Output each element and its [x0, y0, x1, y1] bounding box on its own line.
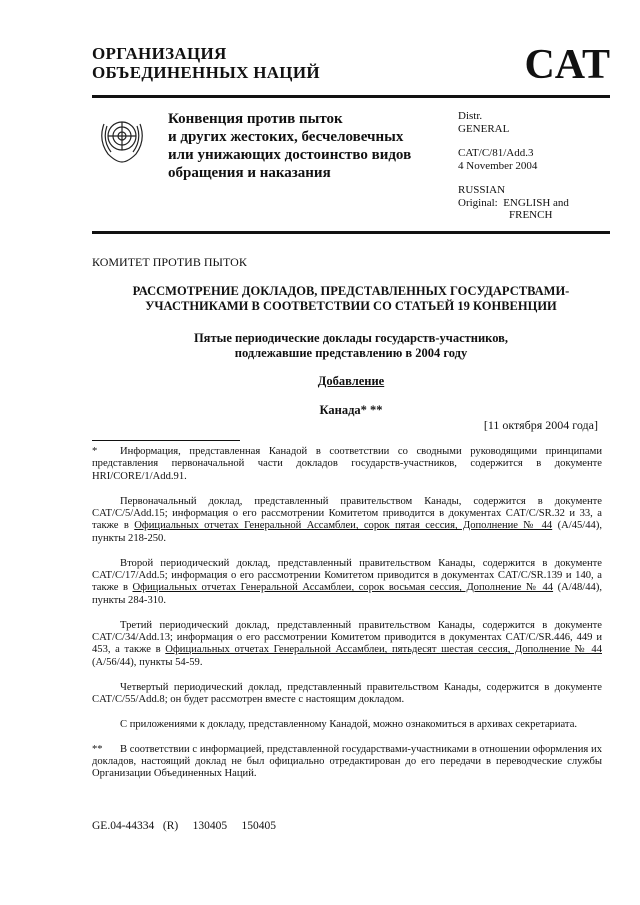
- convention-line: обращения и наказания: [168, 165, 331, 181]
- footnote-mark: *: [92, 446, 98, 457]
- text: (A/48/44), пункты 284-310.: [92, 582, 602, 606]
- text: (A/45/44), пункты 218-250.: [92, 520, 603, 544]
- title-line: РАССМОТРЕНИЕ ДОКЛАДОВ, ПРЕДСТАВЛЕННЫХ ГОСУДАРСТВАМИ-: [132, 284, 570, 298]
- citation: Официальных отчетах Генеральной Ассамблеи, сорок пятая сессия, Дополнение № 44: [134, 520, 553, 532]
- addendum-heading: Добавление: [317, 374, 385, 388]
- footnotes: [92, 446, 602, 793]
- footnote-text: Информация, представленная Канадой в соответствии со сводными руководящими принципами представления первоначальной части докладов государств-участников, содержится в документе HRI/CORE/1/Add.91.: [92, 446, 602, 482]
- text: Четвертый периодический доклад, представленный правительством Канады, содержится в документе CAT/C/55/Add.8; он будет рассмотрен вместе с настоящим докладом.: [92, 681, 602, 706]
- distribution: GENERAL: [458, 122, 510, 135]
- original-language: Original: ENGLISH and: [458, 196, 569, 209]
- distr-label: Distr.: [458, 110, 483, 122]
- footnote-mark: **: [92, 743, 103, 755]
- subtitle-line: Пятые периодические доклады государств-участников,: [193, 331, 509, 345]
- job-number: GE.04-44334 (R) 130405 150405: [92, 820, 276, 832]
- org-line-2: ОБЪЕДИНЕННЫХ НАЦИЙ: [92, 63, 320, 82]
- convention-title: [168, 110, 411, 182]
- un-emblem-icon: [94, 110, 150, 166]
- main-title: [92, 284, 610, 314]
- text: Первоначальный доклад, представленный правительством Канады, содержится в документе CAT/C/5/Add.15; информация о его рассмотрении Комитетом приводится в документах CAT/C/SR.32 и 33, а также в: [92, 495, 602, 532]
- footnote-paragraph: [92, 496, 602, 546]
- footnote-text: В соответствии с информацией, представленной государствами-участниками в отношении оформления их докладов, настоящий доклад не был официально отредактирован до его передачи в переводческие службы Организации Объединенных Наций.: [92, 743, 602, 780]
- text: Второй периодический доклад, представленный правительством Канады, содержится в документе CAT/C/17/Add.5; информация о его рассмотрении Комитетом приводится в документах CAT/C/SR.139 и 140, а также в: [92, 557, 602, 594]
- received-date: [11 октября 2004 года]: [483, 418, 598, 432]
- document-symbol-large: CAT: [524, 42, 610, 88]
- text: С приложениями к докладу, представленному Канадой, можно ознакомиться в архивах секретариата.: [120, 718, 578, 730]
- footnote-paragraph: [92, 558, 602, 608]
- org-line-1: ОРГАНИЗАЦИЯ: [92, 44, 227, 63]
- convention-line: или унижающих достоинство видов: [168, 147, 412, 163]
- header-rule: [92, 95, 610, 98]
- organization-name: [92, 44, 320, 82]
- footnote-paragraph: [92, 620, 602, 670]
- country-heading: Канада* **: [319, 403, 383, 417]
- language: RUSSIAN: [458, 184, 506, 196]
- doc-symbol: CAT/C/81/Add.3: [458, 147, 534, 159]
- text: Третий периодический доклад, представленный правительством Канады, содержится в документе CAT/C/34/Add.13; информация о его рассмотрении Комитетом приводится в документах CAT/C/SR.446, 449 и 453, а также в: [92, 619, 602, 656]
- doc-date: 4 November 2004: [458, 159, 538, 172]
- citation: Официальных отчетах Генеральной Ассамблеи, сорок восьмая сессия, Дополнение № 44: [132, 582, 554, 594]
- footnote: [92, 446, 602, 483]
- citation: Официальных отчетах Генеральной Ассамблеи, пятьдесят шестая сессия, Дополнение № 44: [165, 644, 602, 656]
- footnote: [92, 744, 602, 781]
- committee-name: КОМИТЕТ ПРОТИВ ПЫТОК: [92, 255, 247, 269]
- footnote-separator: [92, 440, 240, 441]
- text: (A/56/44), пункты 54-59.: [92, 656, 203, 668]
- convention-line: и других жестоких, бесчеловечных: [168, 129, 404, 145]
- title-line: УЧАСТНИКАМИ В СООТВЕТСТВИИ СО СТАТЬЕЙ 19 КОНВЕНЦИИ: [145, 299, 557, 313]
- document-metadata: [458, 110, 569, 222]
- subtitle-line: подлежавшие представлению в 2004 году: [234, 346, 468, 360]
- subtitle: [92, 331, 610, 361]
- convention-line: Конвенция против пыток: [168, 111, 343, 127]
- footnote-paragraph: [92, 682, 602, 707]
- header-bottom-rule: [92, 231, 610, 234]
- footnote-paragraph: [92, 719, 602, 731]
- original-language-2: FRENCH: [509, 209, 553, 221]
